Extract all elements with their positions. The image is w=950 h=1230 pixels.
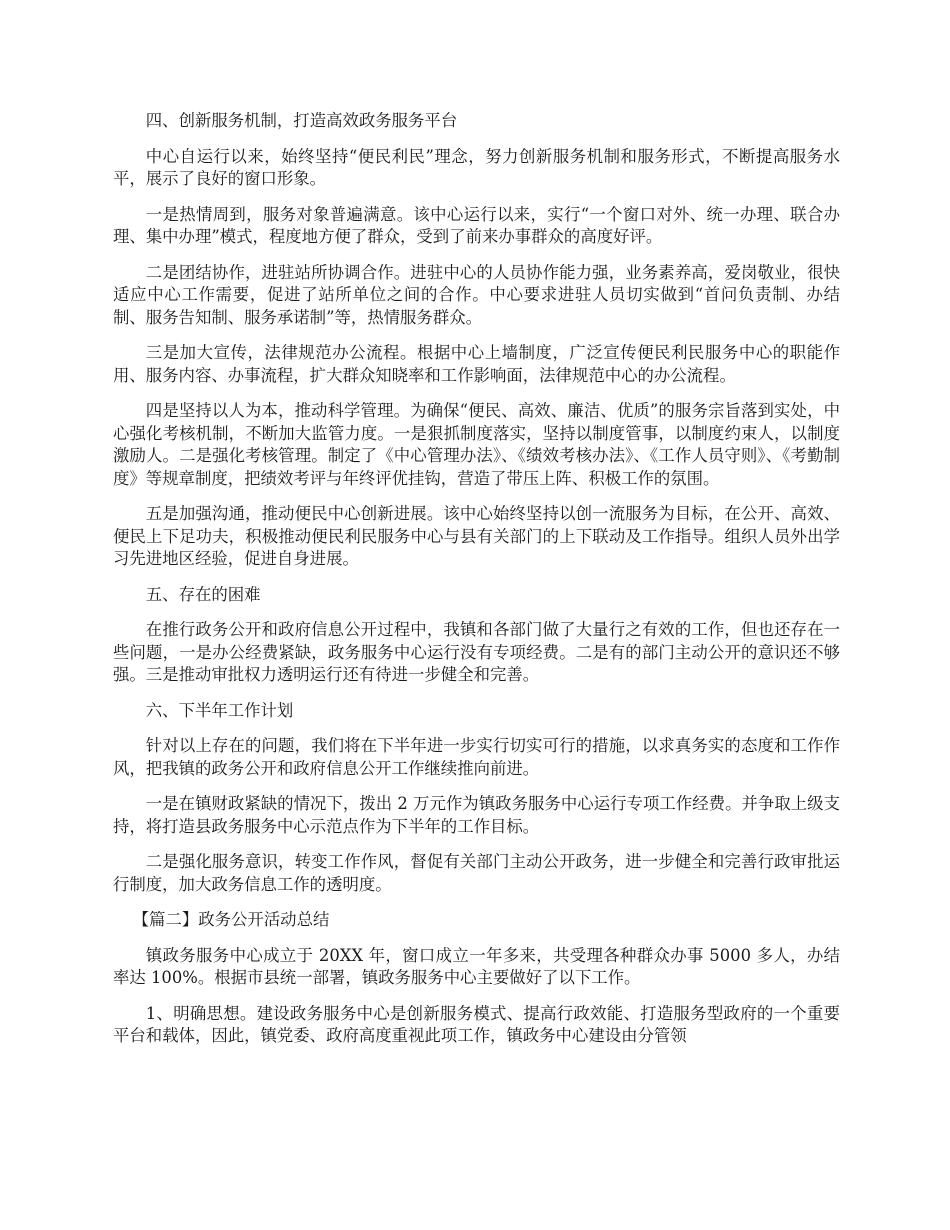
paragraph-plan-1: 一是在镇财政紧缺的情况下，拨出 2 万元作为镇政务服务中心运行专项工作经费。并争取上级支持，将打造县政务服务中心示范点作为下半年的工作目标。 (113, 794, 840, 836)
section-heading-6: 六、下半年工作计划 (145, 700, 294, 720)
paragraph-point-1: 一是热情周到，服务对象普遍满意。该中心运行以来，实行“一个窗口对外、统一办理、联合办理、集中办理”模式，程度地方便了群众，受到了前来办事群众的高度好评。 (113, 204, 840, 246)
document-page (113, 110, 840, 1061)
paragraph-point-4: 四是坚持以人为本，推动科学管理。为确保“便民、高效、廉洁、优质”的服务宗旨落到实处，中心强化考核机制，不断加大监管力度。一是狠抓制度落实，坚持以制度管事，以制度约束人，以制度激励人。二是强化考核管理。制定了《中心管理办法》、《绩效考核办法》、《工作人员守则》、《考勤制度》等规章制度，把绩效考评与年终评优挂钩，营造了带压上阵、积极工作的氛围。 (113, 401, 840, 488)
paragraph-point-2: 二是团结协作，进驻站所协调合作。进驻中心的人员协作能力强，业务素养高，爱岗敬业，很快适应中心工作需要，促进了站所单位之间的合作。中心要求进驻人员切实做到“首问负责制、办结制、服务告知制、服务承诺制”等，热情服务群众。 (113, 262, 840, 327)
paragraph-article-two-point-1: 1、明确思想。建设政务服务中心是创新服务模式、提高行政效能、打造服务型政府的一个重要平台和载体，因此，镇党委、政府高度重视此项工作，镇政务中心建设由分管领 (113, 1003, 840, 1045)
section-heading-4: 四、创新服务机制，打造高效政务服务平台 (145, 111, 458, 130)
paragraph-article-two-intro: 镇政务服务中心成立于 20XX 年，窗口成立一年多来，共受理各种群众办事 5000 多人，办结率达 100%。根据市县统一部署，镇政务服务中心主要做好了以下工作。 (113, 945, 840, 987)
paragraph-plan-intro: 针对以上存在的问题，我们将在下半年进一步实行切实可行的措施，以求真务实的态度和工作作风，把我镇的政务公开和政府信息公开工作继续推向前进。 (113, 736, 840, 778)
paragraph-difficulties: 在推行政务公开和政府信息公开过程中，我镇和各部门做了大量行之有效的工作，但也还存在一些问题，一是办公经费紧缺，政务服务中心运行没有专项经费。二是有的部门主动公开的意识还不够强。三是推动审批权力透明运行还有待进一步健全和完善。 (113, 620, 840, 684)
article-two-title: 【篇二】政务公开活动总结 (132, 910, 330, 929)
paragraph-point-5: 五是加强沟通，推动便民中心创新进展。该中心始终坚持以创一流服务为目标，在公开、高效、便民上下足功夫，积极推动便民利民服务中心与县有关部门的上下联动及工作指导。组织人员外出学习先进地区经验，促进自身进展。 (113, 504, 840, 568)
section-heading-5: 五、存在的困难 (145, 584, 261, 604)
paragraph-intro: 中心自运行以来，始终坚持“便民利民”理念，努力创新服务机制和服务形式，不断提高服务水平，展示了良好的窗口形象。 (113, 146, 840, 188)
paragraph-plan-2: 二是强化服务意识，转变工作作风，督促有关部门主动公开政务，进一步健全和完善行政审批运行制度，加大政务信息工作的透明度。 (113, 852, 840, 894)
paragraph-point-3: 三是加大宣传，法律规范办公流程。根据中心上墙制度，广泛宣传便民利民服务中心的职能作用、服务内容、办事流程，扩大群众知晓率和工作影响面，法律规范中心的办公流程。 (113, 343, 840, 385)
